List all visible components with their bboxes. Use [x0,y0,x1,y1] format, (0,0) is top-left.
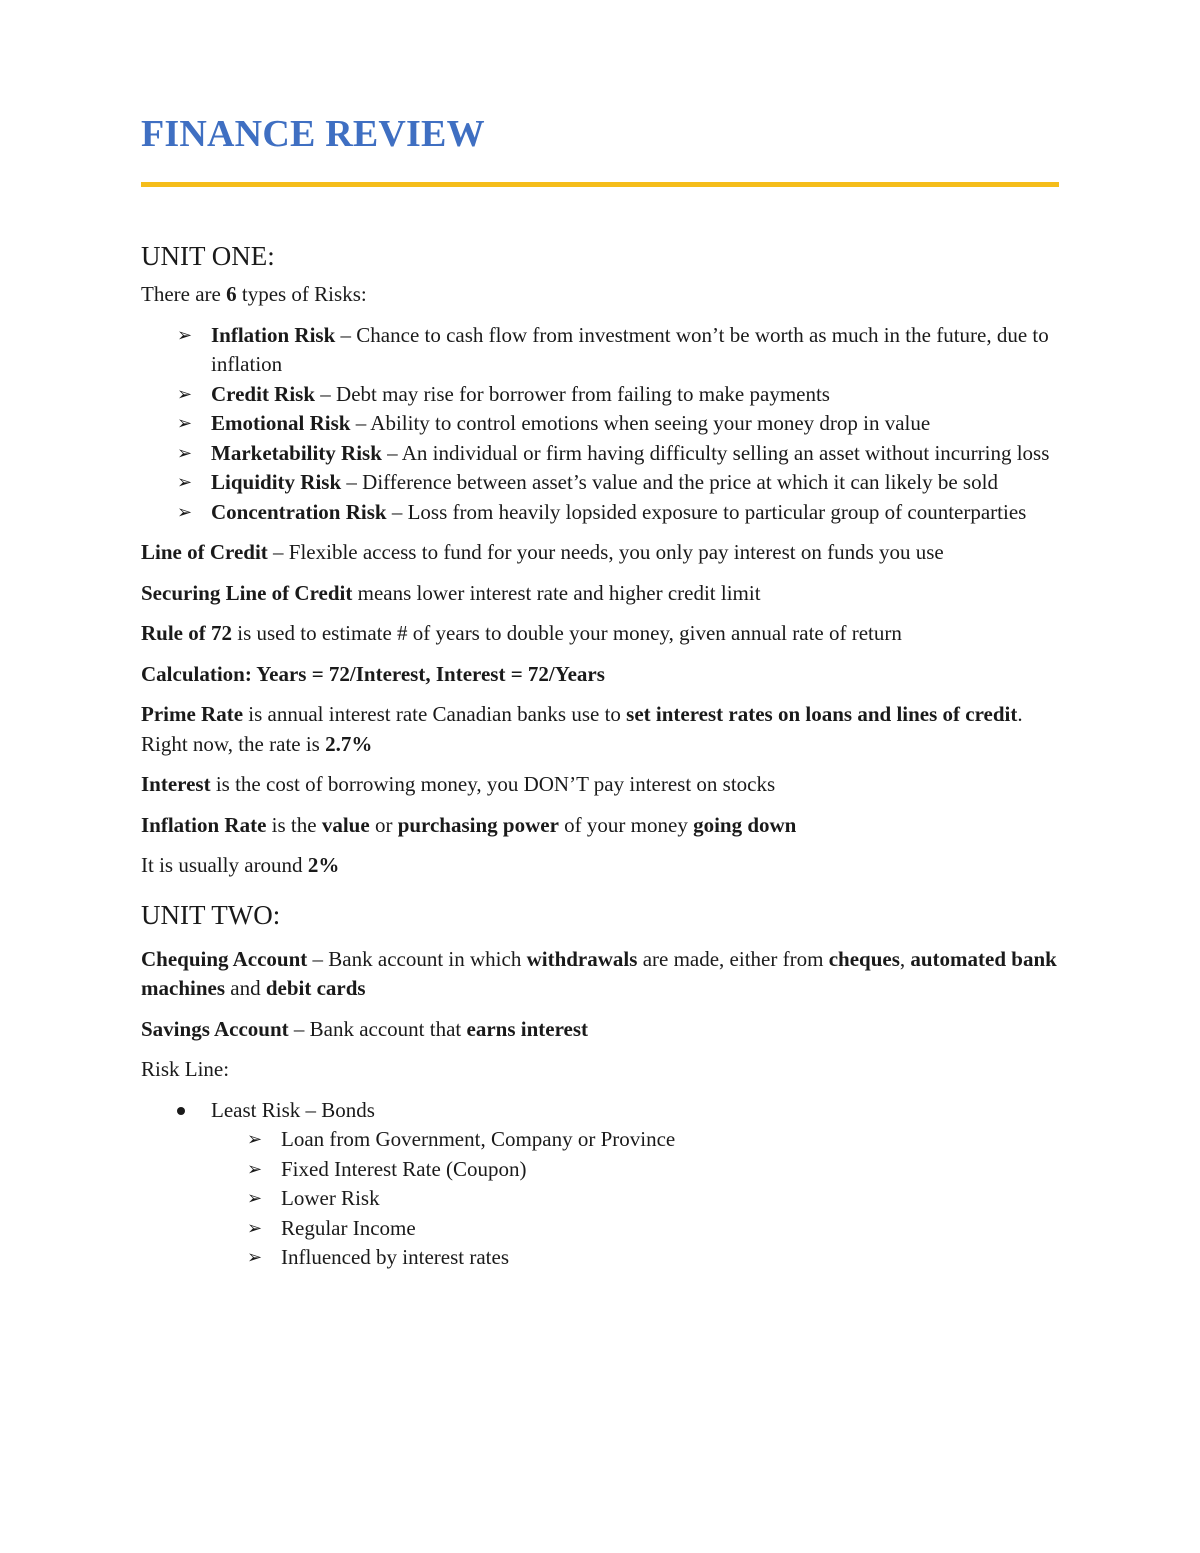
arrow-bullet-icon: ➢ [177,501,193,523]
arrow-bullet-icon: ➢ [247,1158,263,1180]
document-body [141,238,1066,1273]
risk-item: ➢ Inflation Risk – Chance to cash flow from investment won’t be worth as much in the future, due to inflation [177,322,1049,376]
inflation-rate-definition: Inflation Rate is the value or purchasing power of your money going down [141,812,797,837]
bond-feature: ➢ Regular Income [281,1214,1066,1244]
rule-of-72: Rule of 72 is used to estimate # of years to double your money, given annual rate of return [141,621,902,645]
risk-item: ➢ Credit Risk – Debt may rise for borrower from failing to make payments [211,380,1066,410]
arrow-bullet-icon: ➢ [247,1247,263,1268]
calculation-formula: Calculation: Years = 72/Interest, Interest = 72/Years [141,661,605,686]
interest-definition: Interest is the cost of borrowing money, you DON’T pay interest on stocks [141,772,776,796]
title-divider [141,182,1059,187]
bond-feature: ➢ Lower Risk [281,1184,1066,1214]
risk-list [141,321,1066,528]
bond-feature: ➢ Fixed Interest Rate (Coupon) [281,1155,1066,1185]
risk-item: ➢ Concentration Risk – Loss from heavily lopsided exposure to particular group of counterparties [211,498,1066,528]
savings-account-definition: Savings Account – Bank account that earns interest [141,1016,588,1041]
arrow-bullet-icon: ➢ [177,324,193,346]
risk-line-item: Least Risk – Bonds ➢ Loan from Government, Company or Province ➢ Fixed Interest Rate (Coupon) ➢ Lower Risk ➢ Regular Income ➢ Influenced by interest rates [211,1096,1066,1273]
arrow-bullet-icon: ➢ [247,1188,263,1209]
page-title: FINANCE REVIEW [141,113,485,155]
arrow-bullet-icon: ➢ [177,413,193,434]
bond-feature: ➢ Influenced by interest rates [281,1243,1066,1273]
risk-item: ➢ Marketability Risk – An individual or firm having difficulty selling an asset without incurring loss [211,439,1066,469]
risk-item: ➢ Liquidity Risk – Difference between asset’s value and the price at which it can likely be sold [211,468,1066,498]
risk-line-label: Risk Line: [141,1057,230,1081]
arrow-bullet-icon: ➢ [177,442,193,464]
prime-rate-definition: Prime Rate is annual interest rate Canadian banks use to set interest rates on loans and lines of credit. Right now, the rate is 2.7% [141,702,1023,756]
arrow-bullet-icon: ➢ [177,472,193,493]
arrow-bullet-icon: ➢ [247,1217,263,1239]
dot-bullet-icon [177,1107,185,1115]
bond-feature: ➢ Loan from Government, Company or Province [281,1125,1066,1155]
risk-types-intro: There are 6 types of Risks: [141,282,367,306]
chequing-account-definition: Chequing Account – Bank account in which withdrawals are made, either from cheques, automated bank machines and debit cards [141,946,1057,1000]
line-of-credit-definition: Line of Credit – Flexible access to fund for your needs, you only pay interest on funds you use [141,540,944,564]
unit-two-heading: UNIT TWO: [141,899,281,930]
unit-one-heading: UNIT ONE: [141,241,275,271]
risk-item: ➢ Emotional Risk – Ability to control emotions when seeing your money drop in value [211,409,1066,439]
securing-line-of-credit: Securing Line of Credit means lower interest rate and higher credit limit [141,580,761,605]
arrow-bullet-icon: ➢ [177,383,193,405]
risk-line-list [141,1096,1066,1273]
inflation-usual-value: It is usually around 2% [141,853,340,877]
bond-features-list [211,1125,1066,1273]
arrow-bullet-icon: ➢ [247,1129,263,1150]
